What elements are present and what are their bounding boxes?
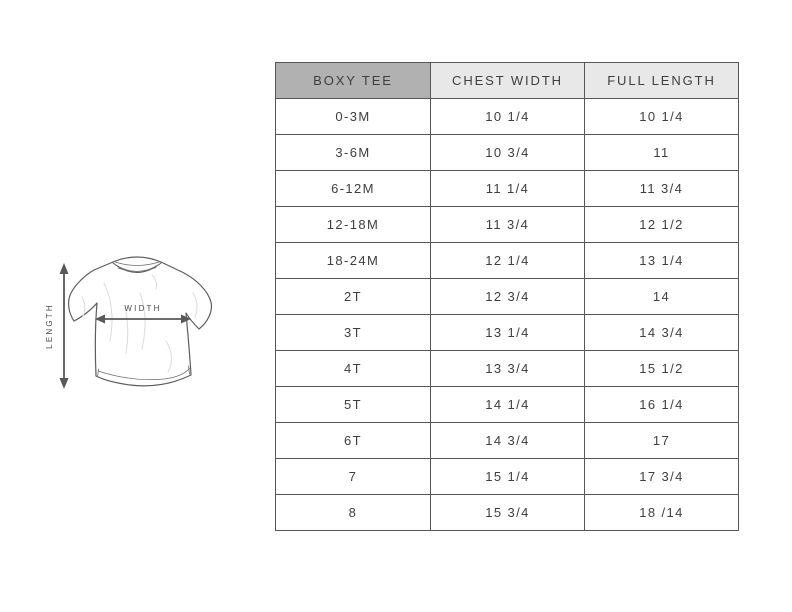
chest-width-cell: 14 3/4 [431, 423, 585, 459]
chest-width-cell: 15 1/4 [431, 459, 585, 495]
chest-width-cell: 11 3/4 [431, 207, 585, 243]
size-table-header [276, 63, 739, 99]
chest-width-cell: 12 1/4 [431, 243, 585, 279]
size-label-cell: 4T [276, 351, 431, 387]
table-row [276, 495, 739, 531]
length-label: LENGTH [45, 303, 54, 349]
full-length-cell: 16 1/4 [585, 387, 739, 423]
tee-outline [69, 257, 212, 386]
table-row [276, 99, 739, 135]
size-label-cell: 6-12M [276, 171, 431, 207]
size-label-cell: 5T [276, 387, 431, 423]
chest-width-cell: 15 3/4 [431, 495, 585, 531]
table-row [276, 135, 739, 171]
chest-width-cell: 10 1/4 [431, 99, 585, 135]
chest-width-cell: 13 1/4 [431, 315, 585, 351]
full-length-cell: 13 1/4 [585, 243, 739, 279]
width-arrow [95, 304, 191, 324]
table-row [276, 279, 739, 315]
tee-measurement-diagram [40, 245, 230, 395]
full-length-cell: 17 3/4 [585, 459, 739, 495]
table-row [276, 171, 739, 207]
table-row [276, 243, 739, 279]
size-label-cell: 7 [276, 459, 431, 495]
chest-width-cell: 10 3/4 [431, 135, 585, 171]
size-table-body [276, 99, 739, 531]
header-boxy-tee: BOXY TEE [276, 63, 431, 99]
size-label-cell: 8 [276, 495, 431, 531]
header-chest-width: CHEST WIDTH [431, 63, 585, 99]
chest-width-cell: 12 3/4 [431, 279, 585, 315]
chest-width-cell: 14 1/4 [431, 387, 585, 423]
fabric-wrinkles [82, 275, 197, 372]
size-label-cell: 0-3M [276, 99, 431, 135]
full-length-cell: 10 1/4 [585, 99, 739, 135]
full-length-cell: 11 3/4 [585, 171, 739, 207]
table-row [276, 351, 739, 387]
width-label: WIDTH [124, 304, 162, 313]
full-length-cell: 15 1/2 [585, 351, 739, 387]
full-length-cell: 17 [585, 423, 739, 459]
full-length-cell: 14 [585, 279, 739, 315]
size-label-cell: 3T [276, 315, 431, 351]
full-length-cell: 11 [585, 135, 739, 171]
size-label-cell: 12-18M [276, 207, 431, 243]
size-label-cell: 2T [276, 279, 431, 315]
chest-width-cell: 13 3/4 [431, 351, 585, 387]
size-label-cell: 18-24M [276, 243, 431, 279]
table-row [276, 207, 739, 243]
boxy-tee-sketch [40, 245, 230, 395]
size-label-cell: 3-6M [276, 135, 431, 171]
table-row [276, 423, 739, 459]
full-length-cell: 12 1/2 [585, 207, 739, 243]
table-row [276, 315, 739, 351]
table-row [276, 459, 739, 495]
table-row [276, 387, 739, 423]
chest-width-cell: 11 1/4 [431, 171, 585, 207]
size-chart-table [275, 62, 739, 531]
hem-stitching [98, 366, 191, 380]
length-arrow [45, 263, 69, 389]
collar-ribbing [113, 262, 161, 273]
header-full-length: FULL LENGTH [585, 63, 739, 99]
size-label-cell: 6T [276, 423, 431, 459]
header-row [276, 63, 739, 99]
full-length-cell: 18 /14 [585, 495, 739, 531]
full-length-cell: 14 3/4 [585, 315, 739, 351]
